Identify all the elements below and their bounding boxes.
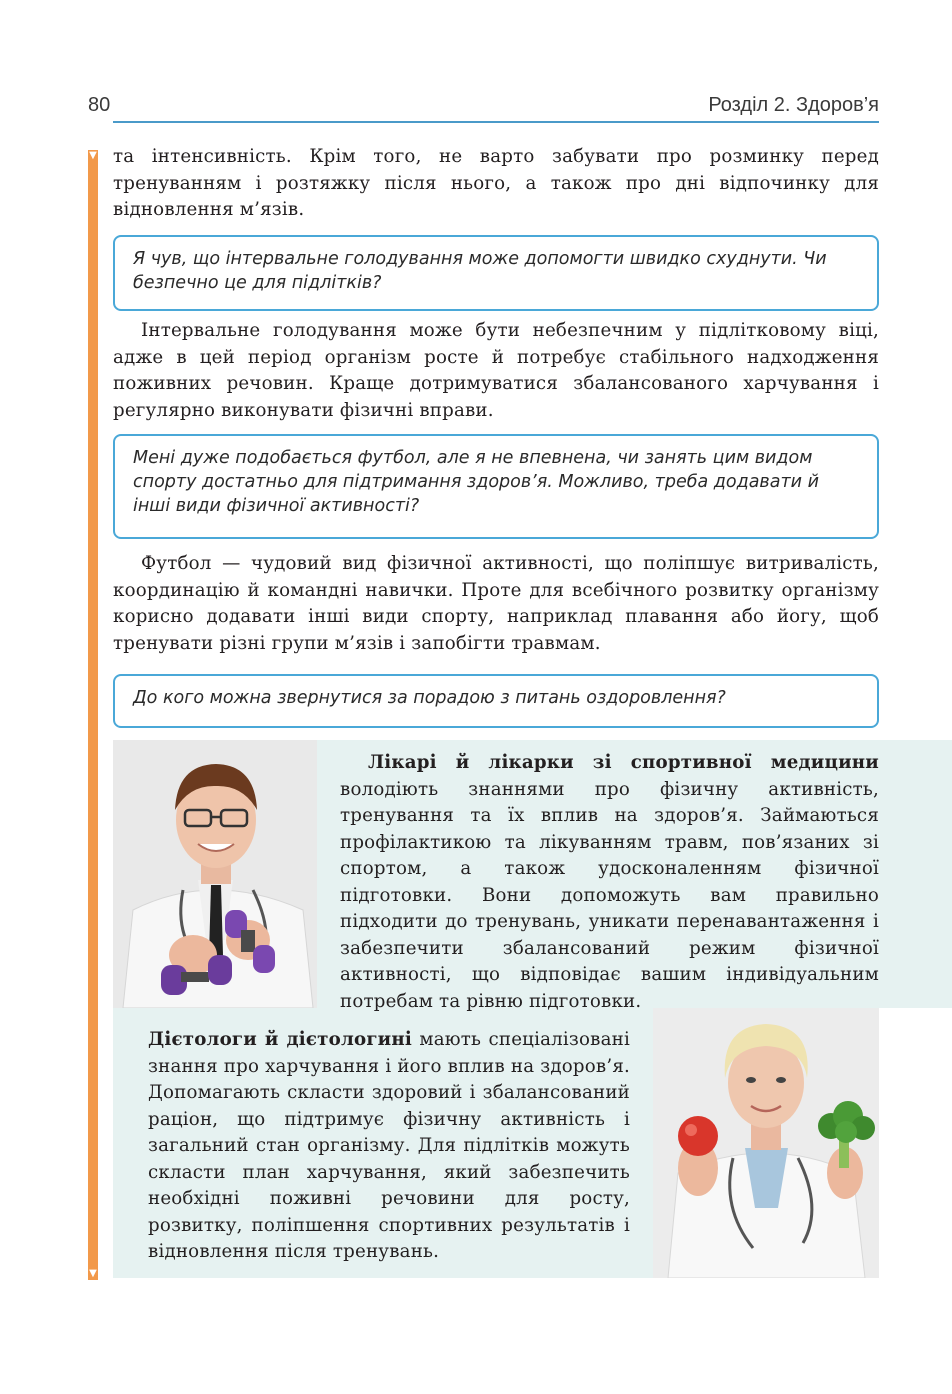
sports-doctors-text: володіють знаннями про фізичну активність, тренування та їх вплив на здоров’я. Займаються профілактикою та лікуванням травм, пов’язаних зі спортом, а також удосконаленням фізичної підготовки. Вони допоможуть вам правильно підходити до тренувань, уникати перенавантаження і забезпечити збалансований режим фізичної активності, що відповідає вашим індивідуальним потребам та рівню підготовки.: [340, 778, 879, 1012]
bar-bottom-arrow-icon: ▼: [89, 1268, 97, 1279]
dietitian-photo: [653, 1008, 879, 1278]
question-box-advice: До кого можна звернутися за порадою з питань оздоровлення?: [113, 674, 879, 728]
question-box-football: Мені дуже подобається футбол, але я не впевнена, чи занять цим видом спорту достатньо для підтримання здоров’я. Можливо, треба додавати й інші види фізичної активності?: [113, 434, 879, 539]
question-box-fasting: Я чув, що інтервальне голодування може допомогти швидко схуднути. Чи безпечно це для підлітків?: [113, 235, 879, 311]
bar-top-arrow-icon: ▼: [89, 150, 97, 161]
side-bar: [88, 150, 98, 1280]
dietitians-description: [148, 1027, 630, 1266]
sports-doctors-term: Лікарі й лікарки зі спортивної медицини: [368, 752, 879, 773]
header-rule: [113, 121, 879, 123]
dietitians-term: Дієтологи й дієтологині: [148, 1029, 412, 1050]
sports-doctor-photo: [113, 740, 317, 1008]
dietitians-text: мають спеціалізовані знання про харчування і його вплив на здоров’я. Допомагають скласти здоровий і збалансований раціон, що підтримує фізичну активність і загальний стан організму. Для підлітків можуть скласти план харчування, який забезпечить необхідні поживні речовини для росту, розвитку, поліпшення спортивних результатів і відновлення після тренувань.: [148, 1029, 630, 1262]
paragraph-continuation: та інтенсивність. Крім того, не варто забувати про розминку перед тренуванням і розтяжку після нього, а також про дні відпочинку для відновлення м’язів.: [113, 146, 879, 220]
sports-doctors-description: [340, 750, 879, 1015]
page-number: 80: [88, 94, 111, 116]
paragraph-football-answer: Футбол — чудовий вид фізичної активності, що поліпшує витривалість, координацію й командні навички. Проте для всебічного розвитку організму корисно додавати інші види спорту, наприклад плавання або йогу, щоб тренувати різні групи м’язів і запобігти травмам.: [113, 553, 879, 654]
paragraph-fasting-answer: Інтервальне голодування може бути небезпечним у підлітковому віці, адже в цей період організм росте й потребує стабільного надходження поживних речовин. Краще дотримуватися збалансованого харчування і регулярно виконувати фізичні вправи.: [113, 320, 879, 421]
section-title: Розділ 2. Здоров’я: [708, 94, 879, 116]
